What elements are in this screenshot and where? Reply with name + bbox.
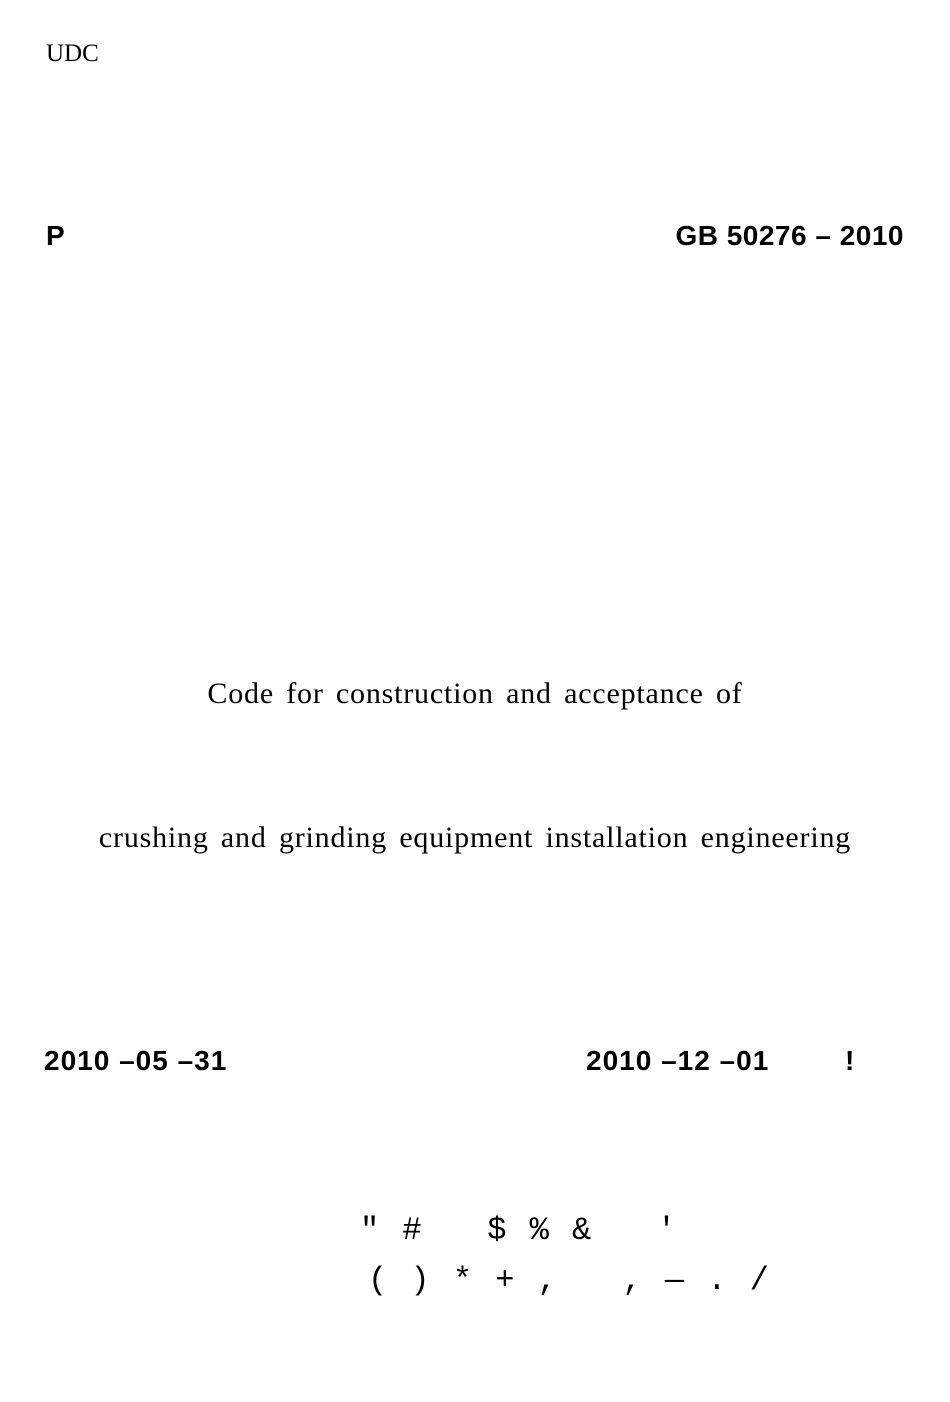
implementation-date: 2010 –12 –01 <box>586 1045 770 1076</box>
title-line-2: crushing and grinding equipment installation engineering <box>98 821 852 854</box>
publisher-line-2: ( ) * + , , — . / <box>368 1262 771 1299</box>
english-title <box>0 574 950 910</box>
title-line-1: Code for construction and acceptance of <box>207 677 743 710</box>
category-code: P <box>46 220 65 251</box>
udc-label: UDC <box>46 40 99 67</box>
implementation-mark: ! <box>845 1045 856 1076</box>
standard-number: GB 50276 – 2010 <box>675 220 904 251</box>
publisher-line-1: " # $ % & ′ <box>360 1212 679 1249</box>
issue-date: 2010 –05 –31 <box>44 1045 228 1076</box>
